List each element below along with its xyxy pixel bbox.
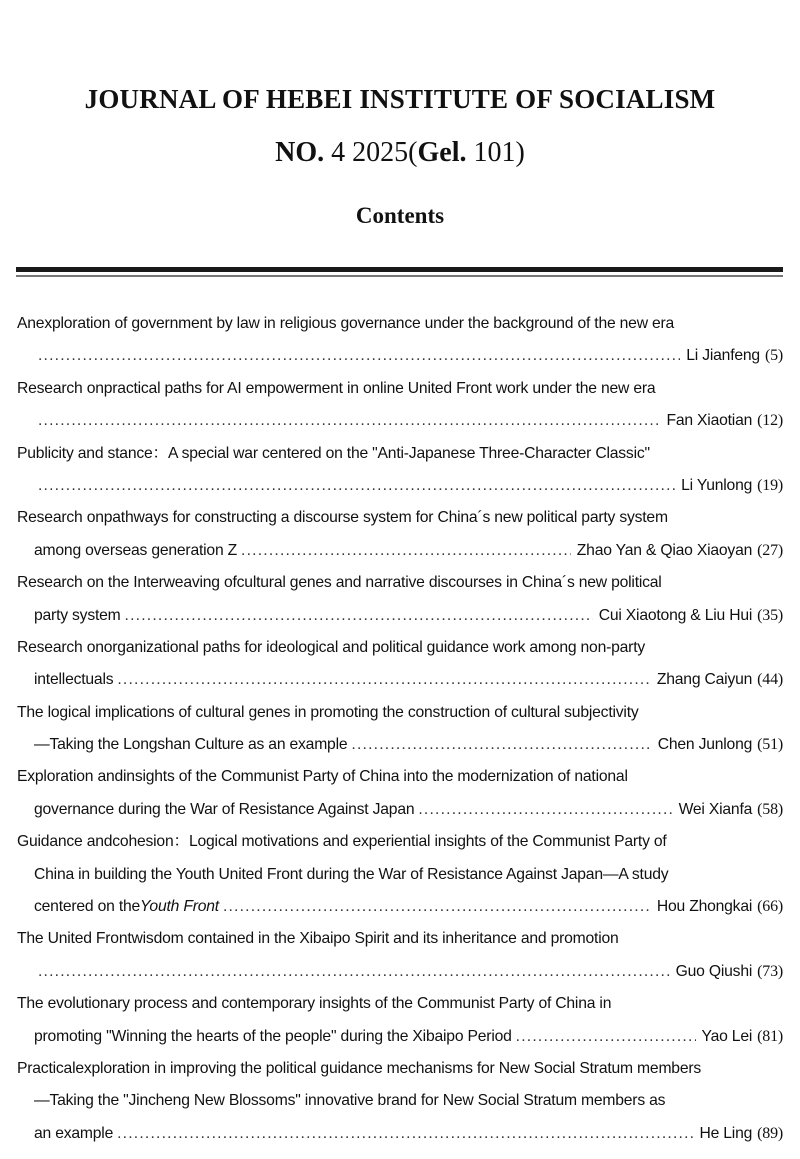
toc-entry-title-line: China in building the Youth United Front during the War of Resistance Against Japan—A study — [34, 865, 669, 883]
toc-entry-leader-line — [17, 340, 783, 372]
toc-entry-leader-line — [17, 470, 783, 502]
issue-number: 4 — [331, 137, 346, 168]
toc-entry-title-line: intellectuals — [34, 671, 114, 689]
toc-entry-author: Li Yunlong — [681, 476, 753, 494]
toc-entry-title-line: Research onorganizational paths for ideological and political guidance work among non-party — [17, 638, 645, 656]
toc-entry-title-line: The logical implications of cultural genes in promoting the construction of cultural subjectivity — [17, 703, 639, 721]
toc-entry-author: Chen Junlong — [657, 736, 753, 754]
toc-entry-title-line: Research onpathways for constructing a discourse system for China´s new political party system — [17, 509, 668, 527]
toc-entry-title-line: Anexploration of government by law in religious governance under the background of the new era — [17, 315, 675, 332]
leader-dots — [125, 600, 593, 632]
leader-dots — [351, 729, 651, 761]
toc-entry-page-number: (89) — [757, 1124, 783, 1142]
contents-heading: Contents — [355, 203, 445, 228]
toc-entry[interactable] — [17, 1053, 783, 1150]
toc-entry[interactable] — [17, 697, 783, 762]
toc-entry-title-line: Research on the Interweaving ofcultural genes and narrative discourses in China´s new political — [17, 574, 662, 592]
toc-entry-leader-line — [17, 1021, 783, 1053]
toc-entry[interactable] — [17, 632, 783, 697]
issue-line — [0, 137, 800, 169]
leader-dots — [241, 535, 571, 567]
toc-entry-title-line: The United Frontwisdom contained in the Xibaipo Spirit and its inheritance and promotion — [17, 930, 619, 948]
toc-entry-title-line: —Taking the "Jincheng New Blossoms" innovative brand for New Social Stratum members as — [34, 1092, 666, 1110]
toc-entry[interactable] — [17, 438, 783, 503]
table-of-contents — [17, 308, 783, 1150]
toc-entry[interactable] — [17, 988, 783, 1053]
leader-dots — [117, 664, 650, 696]
toc-entry-title-line: The evolutionary process and contemporary insights of the Communist Party of China in — [17, 995, 612, 1013]
toc-entry-page-number: (5) — [764, 347, 783, 365]
toc-entry[interactable] — [17, 567, 783, 632]
leader-dots — [38, 340, 680, 372]
toc-entry-author: Fan Xiaotian — [666, 412, 753, 430]
toc-entry-title-line: an example — [34, 1124, 114, 1142]
toc-entry-page-number: (51) — [757, 736, 783, 754]
toc-entry-author: Yao Lei — [701, 1027, 753, 1045]
toc-entry-author: Zhao Yan & Qiao Xiaoyan — [576, 541, 753, 559]
toc-entry-page-number: (44) — [757, 671, 783, 689]
gel-label: Gel. — [417, 137, 467, 168]
toc-entry-leader-line — [17, 405, 783, 437]
toc-entry-title-line: promoting "Winning the hearts of the people" during the Xibaipo Period — [34, 1027, 512, 1045]
toc-entry-page-number: (73) — [757, 962, 783, 980]
toc-entry-title-line: Publicity and stance：A special war centered on the "Anti-Japanese Three-Character Classic" — [17, 444, 650, 462]
toc-entry-page-number: (35) — [757, 606, 783, 624]
toc-entry-author: Zhang Caiyun — [656, 671, 753, 689]
toc-entry-leader-line — [17, 535, 783, 567]
toc-entry-title-line: Research onpractical paths for AI empowerment in online United Front work under the new era — [17, 379, 656, 397]
toc-entry-author: Guo Qiushi — [675, 962, 753, 980]
leader-dots — [117, 1118, 693, 1150]
toc-entry-page-number: (12) — [757, 412, 783, 430]
toc-entry-title-line: Guidance andcohesion：Logical motivations and experiential insights of the Communist Party of — [17, 833, 667, 851]
header-rule-thick — [16, 267, 783, 272]
toc-entry-leader-line — [17, 1118, 783, 1150]
toc-entry-leader-line — [17, 891, 783, 923]
leader-dots — [223, 891, 651, 923]
toc-entry-page-number: (58) — [757, 800, 783, 818]
toc-entry-page-number: (27) — [757, 541, 783, 559]
leader-dots — [38, 956, 670, 988]
toc-entry-title-line: —Taking the Longshan Culture as an example — [34, 736, 348, 754]
toc-entry[interactable] — [17, 308, 783, 373]
journal-title: JOURNAL OF HEBEI INSTITUTE OF SOCIALISM — [84, 84, 716, 114]
toc-entry-author: Cui Xiaotong & Liu Hui — [598, 606, 753, 624]
issue-no-label: NO. — [275, 137, 325, 168]
toc-entry[interactable] — [17, 826, 783, 923]
toc-entry-title-line: party system — [34, 606, 121, 624]
toc-entry-italic-title: Youth Front — [140, 898, 219, 916]
toc-entry-title-line: governance during the War of Resistance Against Japan — [34, 800, 415, 818]
toc-entry-page-number: (66) — [757, 898, 783, 916]
toc-entry-leader-line — [17, 600, 783, 632]
header-rule-thin — [16, 275, 783, 277]
toc-entry-leader-line — [17, 956, 783, 988]
issue-year: 2025( — [352, 137, 418, 168]
toc-entry-title-line: among overseas generation Z — [34, 541, 238, 559]
toc-entry-leader-line — [17, 664, 783, 696]
toc-entry[interactable] — [17, 502, 783, 567]
leader-dots — [418, 794, 672, 826]
toc-entry[interactable] — [17, 761, 783, 826]
gel-number: 101) — [473, 137, 525, 168]
toc-entry-author: Hou Zhongkai — [656, 898, 753, 916]
toc-entry[interactable] — [17, 373, 783, 438]
toc-entry[interactable] — [17, 923, 783, 988]
toc-entry-title-line: Practicalexploration in improving the political guidance mechanisms for New Social Stratum members — [17, 1059, 702, 1077]
toc-entry-author: Wei Xianfa — [678, 800, 753, 818]
leader-dots — [516, 1021, 696, 1053]
leader-dots — [38, 470, 675, 502]
toc-entry-author: He Ling — [699, 1124, 753, 1142]
toc-entry-title-line: Exploration andinsights of the Communist Party of China into the modernization of national — [17, 768, 628, 786]
toc-entry-title-line: centered on the — [34, 898, 141, 916]
toc-entry-page-number: (19) — [757, 476, 783, 494]
toc-entry-leader-line — [17, 729, 783, 761]
leader-dots — [38, 405, 660, 437]
toc-entry-leader-line — [17, 794, 783, 826]
toc-entry-page-number: (81) — [757, 1027, 783, 1045]
toc-entry-author: Li Jianfeng — [686, 347, 760, 365]
